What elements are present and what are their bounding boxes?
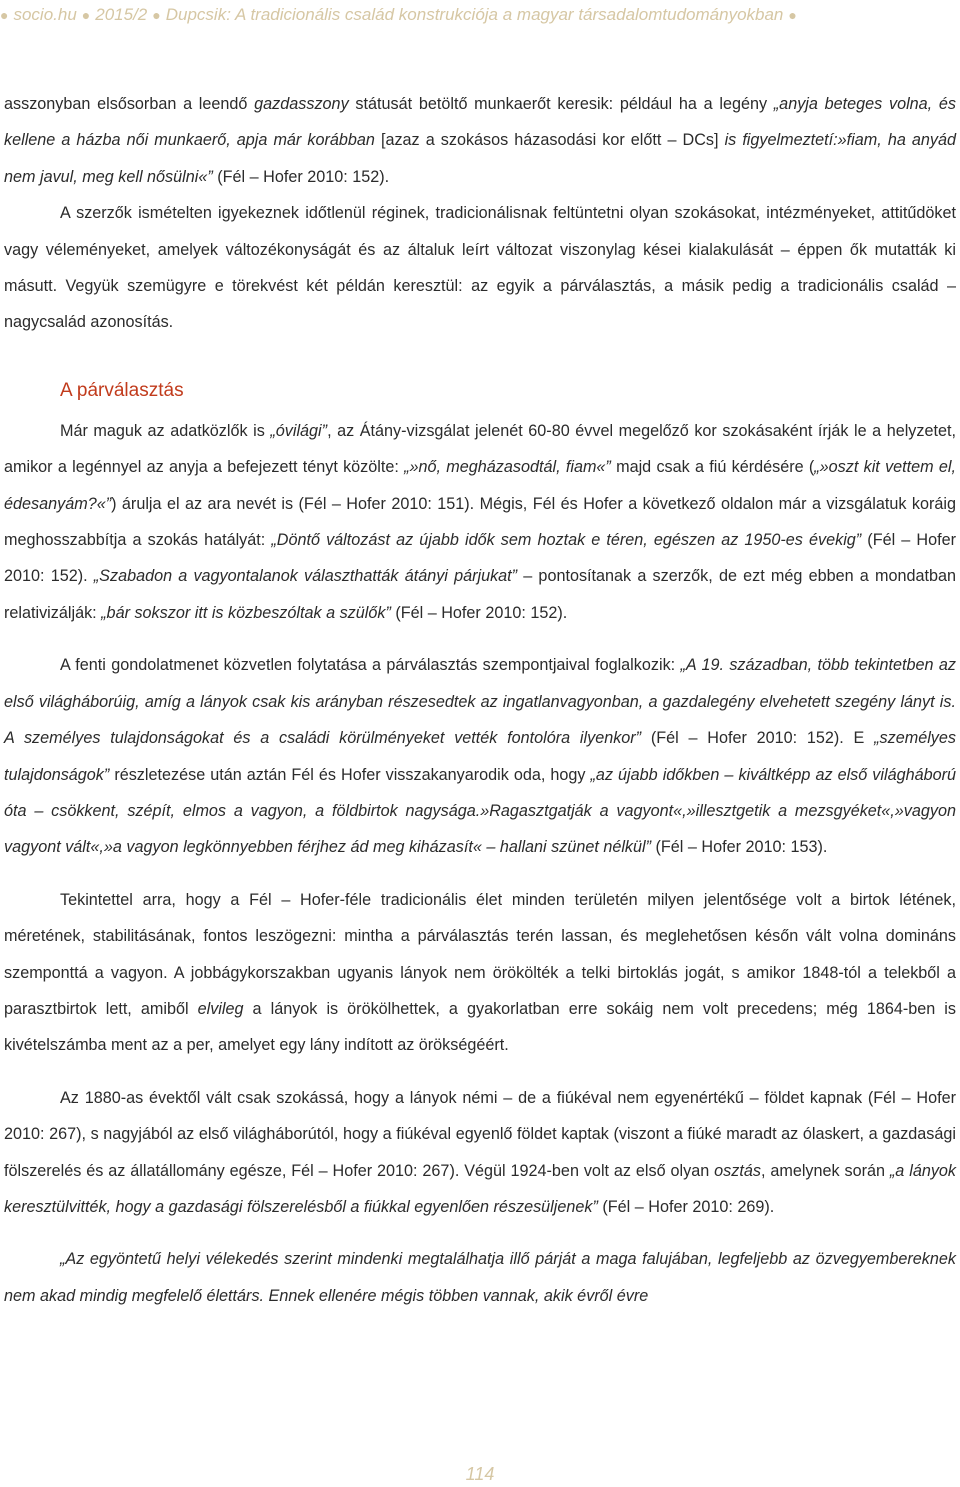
paragraph: A fenti gondolatmenet közvetlen folytatása a párválasztás szempontjaival foglalkozik: „A 19. században, több tekintetben az első világháborúig, amíg a lányok csak kis arányban részesedtek az ingatlanvagyonban, a gazdalegény elvehetett szegény lányt is. A személyes tulajdonságokat és a családi körülményeket vették fontolóra ilyenkor” (Fél – Hofer 2010: 152). E „személyes tulajdonságok” részletezése után aztán Fél és Hofer visszakanyarodik oda, hogy „az újabb időkben – kiváltképp az első világháború óta – csökkent, szépít, elmos a vagyon, a földbirtok nagysága.»Ragasztgatják a vagyont«,»illesztgetik a mezsgyéket«,»vagyon vagyont vált«,»a vagyon legkönnyebben férjhez ád meg kiházasít« – hallani szünet nélkül” (Fél – Hofer 2010: 153). bbox=[4, 656, 956, 857]
article-body bbox=[4, 86, 956, 1314]
article-title: Dupcsik: A tradicionális család konstrukciója a magyar társadalomtudományokban bbox=[165, 5, 784, 24]
section-heading: A párválasztás bbox=[60, 379, 184, 401]
paragraph: Tekintettel arra, hogy a Fél – Hofer-féle tradicionális élet minden területén milyen jelentősége volt a birtok létének, méretének, stabilitásának, fontos leszögezni: mintha a párválasztás terén lassan, és meglehetősen későn vált volna domináns szemponttá a vagyon. A jobbágykorszakban ugyanis lányok nem örökölték a telki birtoklás jogát, s amikor 1848-tól a telekből a parasztbirtok lett, amiből elvileg a lányok is örökölhettek, a gyakorlatban erre sokáig nem volt precedens; még 1864-ben is kivételszámba ment az a per, amelyet egy lány indított az örökségéért. bbox=[4, 890, 956, 1055]
bullet-icon: ● bbox=[152, 7, 161, 23]
page-number: 114 bbox=[465, 1464, 495, 1484]
bullet-icon: ● bbox=[81, 7, 91, 23]
site-name: socio.hu bbox=[13, 5, 77, 24]
paragraph: Már maguk az adatközlők is „óvilági”, az Átány-vizsgálat jelenét 60-80 évvel megelőző kor szokásaként írják le a helyzetet, amikor a legénnyel az anyja a befejezett tényt közölte: „»nő, megházasodtál, fiam«” majd csak a fiú kérdésére („»oszt kit vettem el, édesanyám?«”) árulja el az ara nevét is (Fél – Hofer 2010: 151). Mégis, Fél és Hofer a következő oldalon már a vizsgálatuk koráig meghosszabbítja a szokás hatályát: „Döntő változást az újabb idők sem hoztak e téren, egészen az 1950-es évekig” (Fél – Hofer 2010: 152). „Szabadon a vagyontalanok választhatták átányi párjukat” – pontosítanak a szerzők, de ezt még ebben a mondatban relativizálják: „bár sokszor itt is közbeszóltak a szülők” (Fél – Hofer 2010: 152). bbox=[4, 421, 957, 622]
bullet-icon: ● bbox=[788, 7, 797, 23]
issue-number: 2015/2 bbox=[95, 5, 148, 24]
bullet-icon: ● bbox=[0, 7, 9, 23]
paragraph: Az 1880-as évektől vált csak szokássá, hogy a lányok némi – de a fiúkéval nem egyenértékű – földet kapnak (Fél – Hofer 2010: 267), s nagyjából az első világháborútól, hogy a fiúkéval egyenlő földet kaptak (viszont a fiúké maradt az ólaskert, a gazdasági fölszerelés és az állatállomány egésze, Fél – Hofer 2010: 267). Végül 1924-ben volt az első olyan osztás, amelynek során „a lányok keresztülvitték, hogy a gazdasági fölszerelésből a fiúkkal egyenlően részesüljenek” (Fél – Hofer 2010: 269). bbox=[4, 1088, 957, 1216]
paragraph: asszonyban elsősorban a leendő gazdasszony státusát betöltő munkaerőt keresik: például ha a legény „anyja beteges volna, és kellene a házba női munkaerő, apja már korábban [azaz a szokásos házasodási kor előtt – DCs] is figyelmeztetí:»fiam, ha anyád nem javul, meg kell nősülni«” (Fél – Hofer 2010: 152). bbox=[4, 95, 957, 186]
paragraph: A szerzők ismételten igyekeznek időtlenül réginek, tradicionálisnak feltüntetni olyan szokásokat, intézményeket, attitűdöket vagy véleményeket, amelyek változékonyságát és az általuk leírt változat viszonylag kései kialakulását – éppen ők mutatták ki másutt. Vegyük szemügyre e törekvést két példán keresztül: az egyik a párválasztás, a másik pedig a tradicionális család – nagycsalád azonosítás. bbox=[4, 204, 956, 332]
running-header bbox=[0, 0, 960, 30]
paragraph: „Az egyöntetű helyi vélekedés szerint mindenki megtalálhatja illő párját a maga falujában, legfeljebb az özvegyembereknek nem akad mindig megfelelő élettárs. Ennek ellenére mégis többen vannak, akik évről évre bbox=[4, 1250, 956, 1305]
